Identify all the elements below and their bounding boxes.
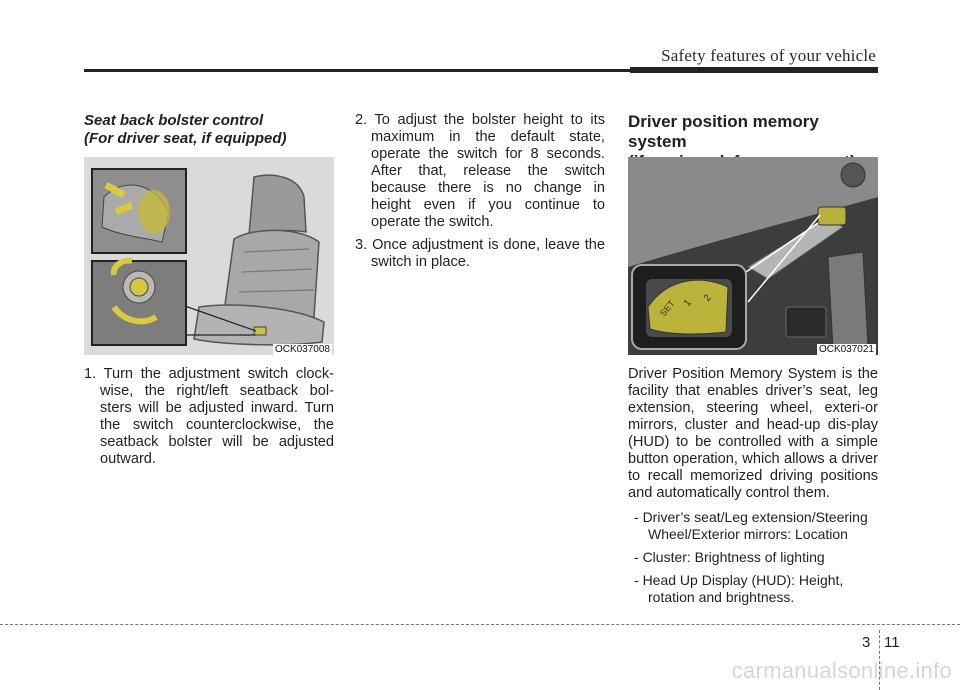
figure-code: OCK037008 (274, 344, 330, 355)
door-illustration (628, 157, 878, 355)
header-title: Safety features of your vehicle (661, 46, 876, 65)
bullet-item: - Head Up Display (HUD): Height, rotation and brightness. (634, 572, 844, 605)
footer-rule (0, 624, 960, 625)
step-1 (84, 366, 334, 468)
step-number: 1. (84, 366, 97, 382)
bullet-text: Cluster: Brightness of lighting (642, 549, 825, 565)
step-2 (355, 112, 605, 231)
section-subtitle-note: (For driver seat, if equipped) (84, 130, 287, 147)
memory-1-button-label: 1 (681, 297, 694, 309)
bullet-item: - Driver’s seat/Leg extension/Steering Wheel/Exterior mirrors: Location (634, 509, 868, 542)
step-number: 3. (355, 237, 368, 253)
watermark: carmanualsonline.info (731, 658, 952, 683)
right-body (628, 366, 878, 612)
set-button-label: SET (657, 298, 677, 319)
bullet-text: Driver’s seat/Leg extension/Steering Wheel/Exterior mirrors: Location (642, 509, 868, 542)
bullet-text: Head Up Display (HUD): Height, rotation and brightness. (642, 572, 844, 605)
memory-2-button-label: 2 (701, 292, 714, 304)
memory-switch-figure (628, 157, 878, 355)
step-text: To adjust the bolster height to its maximum in the default state, operate the switch for 8 seconds. After that, release the switch because there is no change in height even if you continue to operate the switch. (371, 112, 605, 230)
figure-code: OCK037021 (818, 344, 874, 355)
section-number: 3 (862, 634, 871, 651)
step-3 (355, 237, 605, 271)
middle-column (355, 112, 605, 277)
body-paragraph: Driver Position Memory System is the facility that enables driver’s seat, leg extension, steering wheel, exteri-or mirrors, cluster and head-up dis-play (HUD) to be controlled with a simple button operation, which allows a driver to recall memorized driving positions and automatically control them. (628, 366, 878, 501)
header-accent-bar (630, 67, 878, 73)
page-number: 11 (884, 634, 900, 651)
bullet-item: - Cluster: Brightness of lighting (634, 549, 825, 565)
section-heading: Driver position memory system (628, 112, 819, 151)
step-text: Once adjustment is done, leave the switch in place. (371, 237, 605, 270)
seat-bolster-figure (84, 157, 334, 355)
step-number: 2. (355, 112, 368, 128)
seat-illustration (84, 157, 334, 355)
left-column (84, 112, 334, 148)
step-text: Turn the adjustment switch clock-wise, the right/left seatback bol-sters will be adjusted inward. Turn the switch counterclockwise, the seatback bolster will be adjusted outward. (100, 366, 335, 467)
left-steps (84, 366, 334, 474)
section-subtitle: Seat back bolster control (84, 112, 264, 129)
